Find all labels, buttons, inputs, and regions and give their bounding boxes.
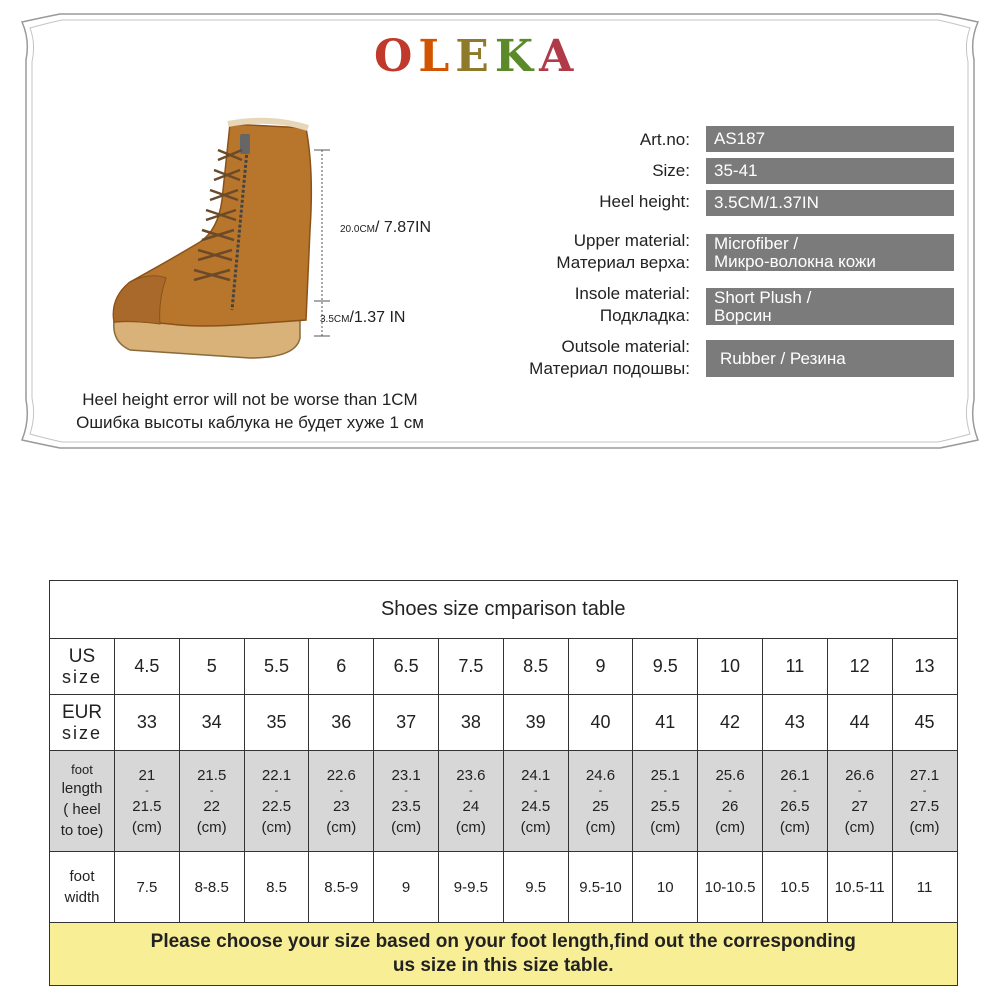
row-header-line: to toe): [60, 821, 104, 839]
table-cell: 9-9.5: [438, 852, 503, 923]
row-header-line: size: [61, 722, 102, 743]
table-title: Shoes size cmparison table: [50, 581, 958, 639]
table-cell: 34: [179, 695, 244, 751]
product-info-card: OLEKA 20.0CM/ 7.87IN 3.5CM/1.37 IN Heel height error will not be worse than 1CM Ошибка высоты каблука не будет хуже 1 см Art.no: AS187 Size: 35-41 Heel height: 3.5CM/1.37IN Upper material: Материал верха: Microfiber / Микро-волокна кожи Insole material: Подкладка: Short Plush / Ворсин Outsole material: Материал подошвы: Rubber / Резина: [0, 0, 1000, 460]
length-unit: (cm): [261, 818, 292, 836]
length-unit: (cm): [391, 818, 422, 836]
row-header-line: ( heel: [63, 800, 101, 818]
table-cell: 8.5: [503, 639, 568, 695]
table-cell: 42: [698, 695, 763, 751]
spec-label-ru: Подкладка: [599, 306, 686, 325]
spec-label: Art.no: [639, 130, 686, 149]
length-to: 26.5: [780, 797, 810, 815]
length-to: 22.5: [261, 797, 292, 815]
logo-letter: L: [418, 31, 456, 82]
table-row-foot-width: [50, 852, 958, 923]
table-cell: 38: [438, 695, 503, 751]
spec-value-ru: Ворсин: [714, 306, 772, 325]
spec-value: Microfiber /: [714, 234, 799, 253]
length-unit: (cm): [650, 818, 681, 836]
spec-label: Upper material: [573, 231, 686, 250]
length-from: 25.1: [650, 766, 680, 784]
table-cell: 40: [568, 695, 633, 751]
size-comparison-table: [49, 580, 958, 986]
heel-height-note: [30, 388, 470, 434]
table-cell: 10: [698, 639, 763, 695]
heel-note-en: Heel height error will not be worse than 1CM: [82, 390, 418, 409]
table-cell: [698, 751, 763, 852]
table-cell: 4.5: [115, 639, 180, 695]
length-unit: (cm): [844, 818, 875, 836]
row-header-line: length: [61, 779, 103, 797]
range-dash: -: [598, 784, 603, 797]
length-from: 24.1: [521, 766, 551, 784]
length-from: 27.1: [909, 766, 940, 784]
length-to: 23: [332, 797, 350, 815]
brand-logo: [374, 32, 579, 82]
length-from: 23.1: [391, 766, 421, 784]
table-row-us-size: [50, 639, 958, 695]
table-cell: [374, 751, 439, 852]
range-dash: -: [922, 784, 927, 797]
length-unit: (cm): [585, 818, 616, 836]
spec-label: Heel height: [599, 192, 686, 211]
spec-value: Rubber / Резина: [706, 340, 954, 377]
length-from: 22.1: [261, 766, 292, 784]
table-cell: [115, 751, 180, 852]
length-to: 21.5: [132, 797, 162, 815]
boot-illustration: [100, 110, 340, 370]
shaft-height-in: / 7.87IN: [375, 219, 432, 236]
length-unit: (cm): [779, 818, 810, 836]
spec-label-ru: Материал подошвы: [529, 359, 686, 378]
row-header-line: EUR: [61, 701, 103, 723]
table-cell: [568, 751, 633, 852]
length-from: 22.6: [326, 766, 356, 784]
length-unit: (cm): [715, 818, 746, 836]
table-row-eur-size: [50, 695, 958, 751]
spec-label: Outsole material: [561, 337, 686, 356]
table-cell: 5.5: [244, 639, 309, 695]
note-line: us size in this size table.: [392, 955, 614, 976]
shaft-height-cm: 20.0CM: [340, 224, 376, 235]
table-cell: 37: [374, 695, 439, 751]
table-cell: 39: [503, 695, 568, 751]
spec-value: Short Plush /: [714, 288, 812, 307]
heel-height-label: [320, 309, 405, 327]
table-cell: 35: [244, 695, 309, 751]
boot-toe-cap: [113, 276, 166, 324]
range-dash: -: [728, 784, 732, 797]
length-from: 25.6: [715, 766, 745, 784]
heel-height-in: /1.37 IN: [349, 309, 406, 326]
row-header-line: foot: [69, 868, 95, 885]
table-cell: 7.5: [438, 639, 503, 695]
length-unit: (cm): [131, 818, 162, 836]
table-cell: [309, 751, 374, 852]
note-line: Please choose your size based on your foot length,find out the corresponding: [150, 931, 856, 952]
table-cell: 10-10.5: [698, 852, 763, 923]
length-from: 26.6: [845, 766, 875, 784]
table-cell: 8.5: [244, 852, 309, 923]
length-unit: (cm): [520, 818, 551, 836]
size-selection-note: [50, 923, 958, 986]
length-to: 27.5: [909, 797, 940, 815]
table-cell: 10.5-11: [827, 852, 892, 923]
table-cell: 5: [179, 639, 244, 695]
range-dash: -: [209, 784, 214, 797]
range-dash: -: [469, 784, 473, 797]
table-cell: 11: [762, 639, 827, 695]
length-unit: (cm): [196, 818, 227, 836]
row-header-foot-width: [50, 852, 115, 923]
table-cell: 6: [309, 639, 374, 695]
table-cell: 8-8.5: [179, 852, 244, 923]
table-cell: 45: [892, 695, 957, 751]
length-from: 24.6: [585, 766, 616, 784]
range-dash: -: [793, 784, 797, 797]
length-to: 25.5: [650, 797, 680, 815]
logo-letter: A: [539, 31, 580, 82]
range-dash: -: [274, 784, 279, 797]
table-cell: 8.5-9: [309, 852, 374, 923]
row-header-line: foot: [71, 761, 93, 777]
shaft-height-label: [340, 219, 431, 237]
row-header-line: width: [64, 889, 100, 906]
table-cell: [503, 751, 568, 852]
table-cell: [179, 751, 244, 852]
range-dash: -: [857, 784, 862, 797]
heel-note-ru: Ошибка высоты каблука не будет хуже 1 см: [76, 413, 424, 432]
length-unit: (cm): [909, 818, 940, 836]
range-dash: -: [145, 784, 149, 797]
row-header-eur: [50, 695, 115, 751]
table-cell: 41: [633, 695, 698, 751]
table-cell: 43: [762, 695, 827, 751]
logo-letter: O: [374, 31, 419, 82]
length-to: 24.5: [521, 797, 551, 815]
table-cell: 33: [115, 695, 180, 751]
length-to: 24: [462, 797, 480, 815]
table-cell: [892, 751, 957, 852]
table-cell: 44: [827, 695, 892, 751]
table-cell: [762, 751, 827, 852]
row-header-line: US: [68, 645, 96, 667]
row-header-foot-length: [50, 751, 115, 852]
spec-label: Size: [652, 161, 686, 180]
range-dash: -: [339, 784, 344, 797]
table-cell: 13: [892, 639, 957, 695]
table-cell: 9.5-10: [568, 852, 633, 923]
range-dash: -: [663, 784, 668, 797]
table-cell: 36: [309, 695, 374, 751]
table-cell: 6.5: [374, 639, 439, 695]
spec-value-ru: Микро-волокна кожи: [714, 252, 876, 271]
table-cell: [633, 751, 698, 852]
length-unit: (cm): [455, 818, 486, 836]
length-unit: (cm): [326, 818, 357, 836]
table-cell: [827, 751, 892, 852]
table-cell: 12: [827, 639, 892, 695]
table-cell: 9: [374, 852, 439, 923]
length-to: 27: [851, 797, 868, 815]
spec-label-ru: Материал верха: [556, 253, 686, 272]
row-header-line: size: [61, 666, 102, 687]
length-from: 21: [138, 766, 156, 784]
table-cell: 10.5: [762, 852, 827, 923]
spec-value: AS187: [706, 126, 954, 152]
table-cell: [438, 751, 503, 852]
table-cell: 10: [633, 852, 698, 923]
row-header-us: [50, 639, 115, 695]
range-dash: -: [533, 784, 538, 797]
spec-label: Insole material: [574, 284, 686, 303]
length-from: 23.6: [456, 766, 486, 784]
table-cell: 9.5: [503, 852, 568, 923]
length-from: 26.1: [780, 766, 810, 784]
length-to: 23.5: [391, 797, 421, 815]
table-cell: [244, 751, 309, 852]
table-cell: 7.5: [115, 852, 180, 923]
heel-height-cm: 3.5CM: [320, 314, 350, 325]
table-cell: 9.5: [633, 639, 698, 695]
length-to: 25: [592, 797, 609, 815]
table-row-foot-length: [50, 751, 958, 852]
length-from: 21.5: [197, 766, 227, 784]
logo-letter: E: [455, 31, 495, 82]
length-to: 26: [721, 797, 739, 815]
table-cell: 11: [892, 852, 957, 923]
spec-value: 3.5CM/1.37IN: [706, 190, 954, 216]
spec-value: 35-41: [706, 158, 954, 184]
table-cell: 9: [568, 639, 633, 695]
logo-letter: K: [494, 31, 540, 82]
length-to: 22: [203, 797, 221, 815]
range-dash: -: [404, 784, 408, 797]
